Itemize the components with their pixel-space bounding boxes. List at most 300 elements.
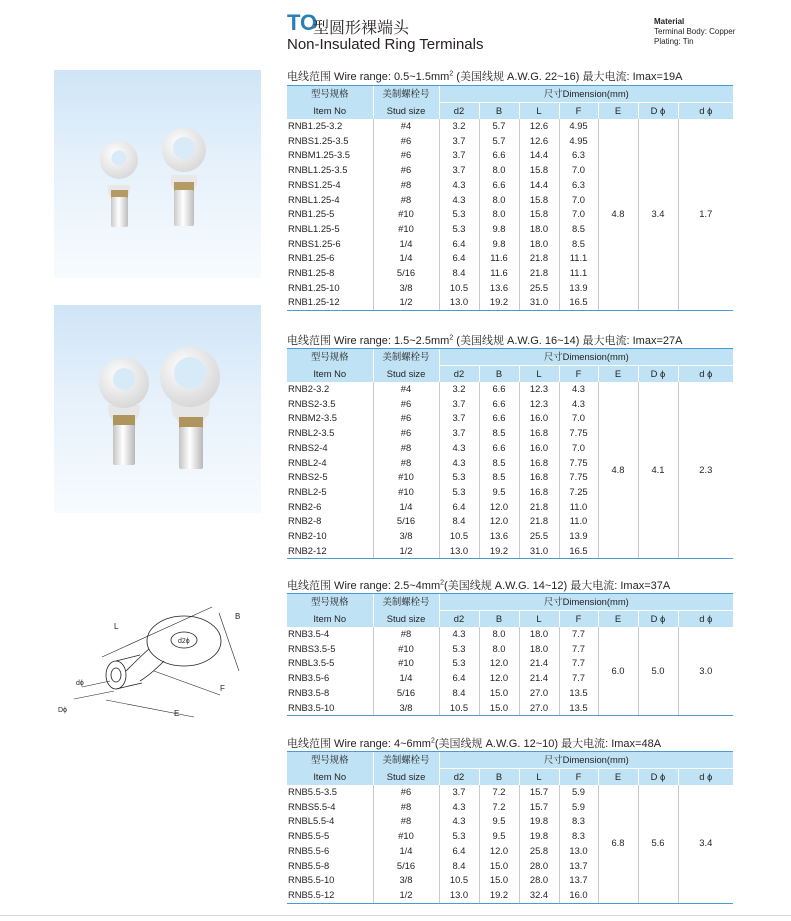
- cell-stud-size: #6: [373, 785, 439, 800]
- col-header-dphi: D ϕ: [638, 769, 678, 786]
- cell-dim-l: 14.4: [519, 148, 559, 163]
- cell-stud-size: #10: [373, 829, 439, 844]
- cell-dim-b: 6.6: [479, 382, 519, 397]
- cell-dim-b: 8.0: [479, 193, 519, 208]
- cell-stud-size: #4: [373, 119, 439, 134]
- cell-dim-b: 19.2: [479, 295, 519, 310]
- cell-dim-b: 11.6: [479, 251, 519, 266]
- cell-dim-f: 7.0: [559, 207, 598, 222]
- cell-stud-size: #8: [373, 178, 439, 193]
- cell-dim-l: 21.8: [519, 514, 559, 529]
- cell-item-no: RNB5.5-3.5: [288, 786, 337, 797]
- cell-dim-d2: 13.0: [439, 888, 479, 903]
- cell-item-no: RNB1.25-6: [288, 252, 335, 264]
- cell-dim-b: 12.0: [479, 671, 519, 686]
- cell-dim-d2: 3.2: [439, 382, 479, 397]
- cell-item-no: RNBL1.25-3.5: [288, 164, 348, 176]
- col-header-b: B: [479, 103, 519, 120]
- cell-stud-size: 1/4: [373, 237, 439, 252]
- col-header-e: E: [598, 611, 638, 628]
- cell-dim-d2: 4.3: [439, 441, 479, 456]
- terminal-photo-small: [54, 70, 261, 278]
- cell-dim-l: 16.8: [519, 470, 559, 485]
- cell-stud-size: 3/8: [373, 281, 439, 296]
- cell-dim-l: 12.6: [519, 134, 559, 149]
- cell-stud-size: 1/2: [373, 295, 439, 310]
- cell-dim-b: 8.0: [479, 207, 519, 222]
- cell-dim-b: 12.0: [479, 500, 519, 515]
- drawing-label-E: E: [174, 709, 180, 718]
- cell-dim-f: 13.0: [559, 844, 598, 859]
- cell-dim-l: 16.8: [519, 485, 559, 500]
- cell-item-no: RNB1.25-8: [288, 267, 335, 279]
- drawing-label-d2: d2ϕ: [178, 638, 190, 645]
- cell-dim-d2: 5.3: [439, 470, 479, 485]
- col-header-model-en: Item No: [287, 769, 373, 786]
- cell-dim-f: 4.3: [559, 397, 598, 412]
- cell-dim-f: 7.75: [559, 426, 598, 441]
- cell-stud-size: 3/8: [373, 873, 439, 888]
- cell-dim-e: 6.0: [598, 627, 638, 716]
- col-header-model-cn: 型号规格: [287, 86, 373, 103]
- cell-stud-size: 1/4: [373, 251, 439, 266]
- cell-dim-f: 13.5: [559, 686, 598, 701]
- cell-dim-l: 14.4: [519, 178, 559, 193]
- cell-stud-size: 5/16: [373, 859, 439, 874]
- cell-dim-b: 12.0: [479, 514, 519, 529]
- cell-dim-d2: 4.3: [439, 800, 479, 815]
- cell-dim-b: 8.0: [479, 642, 519, 657]
- cell-dim-dphi: 5.6: [638, 785, 678, 903]
- cell-dim-b: 6.6: [479, 397, 519, 412]
- cell-dim-d2: 13.0: [439, 295, 479, 310]
- cell-dim-l: 25.5: [519, 281, 559, 296]
- cell-stud-size: #10: [373, 485, 439, 500]
- material-heading: Material: [654, 17, 685, 26]
- cell-dim-l: 21.4: [519, 671, 559, 686]
- cell-dim-f: 7.7: [559, 671, 598, 686]
- cell-dim-f: 7.7: [559, 656, 598, 671]
- cell-item-no: RNBS1.25-4: [288, 178, 341, 190]
- cell-dim-b: 6.6: [479, 178, 519, 193]
- cell-dim-f: 11.0: [559, 500, 598, 515]
- cell-dim-d2: 3.7: [439, 785, 479, 800]
- cell-dim-f: 7.0: [559, 163, 598, 178]
- cell-dim-d2: 4.3: [439, 627, 479, 642]
- ring-terminal-pair-icon: [54, 305, 261, 513]
- cell-dim-d2: 5.3: [439, 829, 479, 844]
- cell-item-no: RNBL3.5-5: [288, 657, 335, 669]
- cell-dim-b: 12.0: [479, 844, 519, 859]
- cell-dim-f: 4.95: [559, 119, 598, 134]
- col-header-l: L: [519, 366, 559, 383]
- cell-dim-f: 5.9: [559, 785, 598, 800]
- cell-item-no: RNBS2-5: [288, 471, 328, 483]
- cell-stud-size: #10: [373, 207, 439, 222]
- col-header-d2: d2: [439, 103, 479, 120]
- cell-dim-l: 31.0: [519, 544, 559, 559]
- cell-dim-f: 7.7: [559, 642, 598, 657]
- cell-dim-f: 8.5: [559, 222, 598, 237]
- cell-item-no: RNB3.5-8: [288, 686, 330, 698]
- cell-item-no: RNBS5.5-4: [288, 800, 336, 812]
- cell-item-no: RNBL1.25-4: [288, 193, 340, 205]
- product-code: TO: [287, 10, 318, 35]
- cell-dim-d2: 8.4: [439, 859, 479, 874]
- col-header-dimension: 尺寸Dimension(mm): [439, 594, 733, 611]
- cell-item-no: RNBM1.25-3.5: [288, 149, 351, 161]
- cell-dim-f: 11.0: [559, 514, 598, 529]
- cell-stud-size: 1/2: [373, 544, 439, 559]
- cell-stud-size: 5/16: [373, 514, 439, 529]
- cell-item-no: RNBM2-3.5: [288, 412, 337, 424]
- ring-terminal-drawing-icon: [54, 585, 261, 735]
- col-header-stud-en: Stud size: [373, 611, 439, 628]
- drawing-label-L: L: [114, 622, 119, 631]
- terminal-photo-large: [54, 305, 261, 513]
- cell-dim-b: 12.0: [479, 656, 519, 671]
- cell-item-no: RNBS1.25-3.5: [288, 134, 349, 146]
- drawing-label-F: F: [220, 684, 225, 693]
- cell-item-no: RNB1.25-5: [288, 208, 335, 220]
- col-header-model-cn: 型号规格: [287, 752, 373, 769]
- col-header-model-en: Item No: [287, 103, 373, 120]
- cell-dim-d2: 3.2: [439, 119, 479, 134]
- cell-dim-f: 7.75: [559, 456, 598, 471]
- cell-dim-f: 7.75: [559, 470, 598, 485]
- cell-dim-d2: 8.4: [439, 266, 479, 281]
- drawing-label-B: B: [235, 612, 241, 621]
- cell-dim-l: 15.7: [519, 800, 559, 815]
- table-subheader-row: [287, 366, 733, 383]
- wire-range-title-4: 电线范围 Wire range: $4\sim 6mm^2$(美国线规 A.W.G. 12~10) 最大电流: Imax=48A: [287, 737, 662, 750]
- cell-item-no: RNB1.25-10: [288, 281, 340, 293]
- cell-dim-d2: 13.0: [439, 544, 479, 559]
- cell-dim-b: 15.0: [479, 873, 519, 888]
- cell-dim-f: 4.3: [559, 382, 598, 397]
- cell-dim-d2: 4.3: [439, 814, 479, 829]
- cell-dim-d2: 5.3: [439, 222, 479, 237]
- spec-table-4: [287, 751, 733, 904]
- product-title-cn: 型圆形裸端头: [313, 20, 410, 37]
- cell-dim-l: 21.8: [519, 251, 559, 266]
- col-header-dphi: d ϕ: [678, 611, 733, 628]
- cell-stud-size: 5/16: [373, 266, 439, 281]
- cell-stud-size: 3/8: [373, 701, 439, 716]
- cell-dim-dphi: 2.3: [678, 382, 733, 559]
- col-header-stud-cn: 美制螺栓号: [373, 349, 439, 366]
- table-row: [287, 119, 733, 134]
- cell-dim-b: 6.6: [479, 411, 519, 426]
- ring-terminal-pair-icon: [54, 70, 261, 278]
- spec-table-1: [287, 85, 733, 311]
- cell-dim-l: 16.8: [519, 426, 559, 441]
- col-header-stud-en: Stud size: [373, 103, 439, 120]
- col-header-f: F: [559, 769, 598, 786]
- cell-dim-b: 15.0: [479, 686, 519, 701]
- cell-dim-l: 21.8: [519, 266, 559, 281]
- cell-item-no: RNB3.5-10: [287, 701, 373, 716]
- cell-dim-d2: 5.3: [439, 656, 479, 671]
- cell-dim-l: 15.7: [519, 785, 559, 800]
- cell-dim-l: 16.0: [519, 441, 559, 456]
- table-subheader-row: [287, 611, 733, 628]
- cell-dim-b: 8.0: [479, 163, 519, 178]
- cell-dim-l: 27.0: [519, 686, 559, 701]
- cell-stud-size: #10: [373, 656, 439, 671]
- cell-dim-l: 31.0: [519, 295, 559, 310]
- cell-dim-b: 6.6: [479, 441, 519, 456]
- col-header-stud-en: Stud size: [373, 366, 439, 383]
- col-header-dimension: 尺寸Dimension(mm): [439, 349, 733, 366]
- cell-stud-size: #8: [373, 193, 439, 208]
- cell-dim-e: 6.8: [598, 785, 638, 903]
- cell-dim-l: 25.5: [519, 529, 559, 544]
- table-subheader-row: [287, 769, 733, 786]
- cell-dim-f: 16.5: [559, 544, 598, 559]
- cell-dim-b: 9.5: [479, 485, 519, 500]
- cell-dim-b: 8.5: [479, 470, 519, 485]
- cell-dim-b: 13.6: [479, 529, 519, 544]
- col-header-dimension: 尺寸Dimension(mm): [439, 86, 733, 103]
- spec-table-2: [287, 348, 733, 559]
- cell-dim-d2: 8.4: [439, 686, 479, 701]
- cell-dim-f: 6.3: [559, 148, 598, 163]
- cell-stud-size: #6: [373, 163, 439, 178]
- cell-dim-l: 18.0: [519, 642, 559, 657]
- cell-dim-l: 27.0: [519, 701, 559, 716]
- col-header-e: E: [598, 366, 638, 383]
- cell-dim-f: 8.5: [559, 237, 598, 252]
- cell-stud-size: #10: [373, 470, 439, 485]
- table-header-row: [287, 594, 733, 611]
- cell-item-no: RNB5.5-6: [288, 844, 330, 856]
- cell-item-no: RNBL5.5-4: [288, 815, 335, 827]
- col-header-dphi: D ϕ: [638, 103, 678, 120]
- table-header-row: [287, 86, 733, 103]
- cell-dim-l: 15.8: [519, 207, 559, 222]
- cell-dim-l: 25.8: [519, 844, 559, 859]
- cell-dim-l: 18.0: [519, 222, 559, 237]
- cell-dim-l: 12.3: [519, 382, 559, 397]
- cell-dim-f: 13.7: [559, 859, 598, 874]
- col-header-model-en: Item No: [287, 366, 373, 383]
- cell-dim-b: 13.6: [479, 281, 519, 296]
- cell-dim-d2: 4.3: [439, 456, 479, 471]
- cell-stud-size: #4: [373, 382, 439, 397]
- cell-dim-d2: 3.7: [439, 397, 479, 412]
- cell-item-no: RNBL2-4: [288, 456, 327, 468]
- col-header-dphi: d ϕ: [678, 366, 733, 383]
- cell-dim-l: 16.0: [519, 411, 559, 426]
- cell-item-no: RNB5.5-5: [288, 830, 330, 842]
- cell-item-no: RNB5.5-10: [288, 874, 335, 886]
- table-row: [287, 785, 733, 800]
- cell-dim-f: 7.0: [559, 441, 598, 456]
- cell-item-no: RNB5.5-12: [287, 888, 373, 903]
- cell-item-no: RNBS1.25-6: [288, 237, 341, 249]
- cell-stud-size: #8: [373, 800, 439, 815]
- material-plating: Plating: Tin: [654, 37, 694, 46]
- col-header-dphi: D ϕ: [638, 366, 678, 383]
- cell-dim-l: 28.0: [519, 873, 559, 888]
- cell-dim-l: 18.0: [519, 627, 559, 642]
- cell-stud-size: #10: [373, 642, 439, 657]
- cell-dim-d2: 10.5: [439, 701, 479, 716]
- cell-dim-f: 8.3: [559, 814, 598, 829]
- cell-dim-l: 15.8: [519, 193, 559, 208]
- cell-item-no: RNB1.25-3.2: [288, 120, 343, 131]
- cell-dim-b: 19.2: [479, 544, 519, 559]
- cell-dim-l: 32.4: [519, 888, 559, 903]
- cell-dim-d2: 3.7: [439, 134, 479, 149]
- cell-dim-d2: 8.4: [439, 514, 479, 529]
- cell-dim-d2: 6.4: [439, 251, 479, 266]
- cell-dim-d2: 4.3: [439, 178, 479, 193]
- table-subheader-row: [287, 103, 733, 120]
- cell-item-no: RNB5.5-8: [288, 859, 330, 871]
- cell-dim-f: 4.95: [559, 134, 598, 149]
- cell-stud-size: #8: [373, 627, 439, 642]
- cell-dim-b: 7.2: [479, 800, 519, 815]
- cell-dim-dphi: 3.4: [678, 785, 733, 903]
- cell-dim-b: 9.8: [479, 222, 519, 237]
- cell-dim-d2: 5.3: [439, 207, 479, 222]
- cell-item-no: RNB2-3.2: [288, 383, 330, 394]
- cell-dim-d2: 6.4: [439, 671, 479, 686]
- cell-dim-l: 21.4: [519, 656, 559, 671]
- cell-stud-size: #10: [373, 222, 439, 237]
- col-header-dphi: D ϕ: [638, 611, 678, 628]
- col-header-b: B: [479, 611, 519, 628]
- cell-dim-b: 15.0: [479, 701, 519, 716]
- cell-dim-f: 13.5: [559, 701, 598, 716]
- cell-dim-l: 21.8: [519, 500, 559, 515]
- table-row: [287, 382, 733, 397]
- cell-stud-size: #8: [373, 814, 439, 829]
- cell-dim-f: 8.3: [559, 829, 598, 844]
- cell-stud-size: 1/4: [373, 500, 439, 515]
- cell-dim-b: 15.0: [479, 859, 519, 874]
- cell-stud-size: 5/16: [373, 686, 439, 701]
- cell-dim-d2: 6.4: [439, 237, 479, 252]
- cell-stud-size: 1/4: [373, 671, 439, 686]
- cell-item-no: RNBS2-4: [288, 441, 328, 453]
- col-header-dphi: d ϕ: [678, 103, 733, 120]
- cell-item-no: RNBL2-5: [288, 485, 327, 497]
- cell-dim-b: 8.5: [479, 456, 519, 471]
- cell-item-no: RNB1.25-12: [287, 295, 373, 310]
- cell-dim-d2: 10.5: [439, 281, 479, 296]
- cell-dim-dphi: 3.4: [638, 119, 678, 311]
- cell-dim-f: 7.25: [559, 485, 598, 500]
- cell-dim-l: 12.3: [519, 397, 559, 412]
- wire-range-title-1: 电线范围 Wire range: $0.5\sim 1.5mm^2$ (美国线规 A.W.G. 22~16) 最大电流: Imax=19A: [287, 70, 683, 83]
- cell-dim-d2: 10.5: [439, 873, 479, 888]
- cell-dim-b: 8.5: [479, 426, 519, 441]
- dimension-drawing: [54, 585, 261, 735]
- cell-dim-dphi: 1.7: [678, 119, 733, 311]
- page-footer-rule: [0, 915, 791, 916]
- cell-stud-size: 3/8: [373, 529, 439, 544]
- cell-dim-f: 6.3: [559, 178, 598, 193]
- col-header-e: E: [598, 769, 638, 786]
- cell-item-no: RNB2-10: [288, 530, 327, 542]
- col-header-l: L: [519, 769, 559, 786]
- cell-dim-dphi: 5.0: [638, 627, 678, 716]
- drawing-label-dphi: dϕ: [76, 680, 84, 687]
- cell-dim-b: 6.6: [479, 148, 519, 163]
- cell-dim-d2: 3.7: [439, 426, 479, 441]
- cell-dim-d2: 3.7: [439, 411, 479, 426]
- col-header-model-cn: 型号规格: [287, 349, 373, 366]
- cell-dim-d2: 4.3: [439, 193, 479, 208]
- cell-stud-size: #6: [373, 397, 439, 412]
- col-header-f: F: [559, 103, 598, 120]
- cell-dim-b: 5.7: [479, 119, 519, 134]
- cell-dim-f: 11.1: [559, 266, 598, 281]
- cell-dim-b: 7.2: [479, 785, 519, 800]
- cell-stud-size: 1/2: [373, 888, 439, 903]
- cell-dim-b: 9.5: [479, 814, 519, 829]
- col-header-l: L: [519, 103, 559, 120]
- col-header-b: B: [479, 366, 519, 383]
- cell-dim-b: 8.0: [479, 627, 519, 642]
- drawing-label-Dphi: Dϕ: [58, 707, 67, 714]
- cell-dim-b: 5.7: [479, 134, 519, 149]
- cell-dim-d2: 3.7: [439, 163, 479, 178]
- col-header-d2: d2: [439, 366, 479, 383]
- col-header-stud-cn: 美制螺栓号: [373, 594, 439, 611]
- col-header-dphi: d ϕ: [678, 769, 733, 786]
- cell-dim-e: 4.8: [598, 119, 638, 311]
- col-header-stud-cn: 美制螺栓号: [373, 86, 439, 103]
- cell-dim-f: 13.7: [559, 873, 598, 888]
- material-info: [654, 17, 735, 47]
- cell-dim-f: 7.0: [559, 193, 598, 208]
- cell-item-no: RNB2-6: [288, 500, 322, 512]
- cell-dim-f: 7.0: [559, 411, 598, 426]
- product-title-en: Non-Insulated Ring Terminals: [287, 36, 484, 53]
- cell-dim-l: 18.0: [519, 237, 559, 252]
- col-header-stud-cn: 美制螺栓号: [373, 752, 439, 769]
- col-header-f: F: [559, 611, 598, 628]
- cell-stud-size: #6: [373, 148, 439, 163]
- col-header-stud-en: Stud size: [373, 769, 439, 786]
- table-header-row: [287, 349, 733, 366]
- cell-item-no: RNBS3.5-5: [288, 642, 336, 654]
- material-body: Terminal Body: Copper: [654, 27, 736, 36]
- cell-dim-d2: 5.3: [439, 642, 479, 657]
- col-header-model-cn: 型号规格: [287, 594, 373, 611]
- cell-stud-size: 1/4: [373, 844, 439, 859]
- cell-stud-size: #6: [373, 134, 439, 149]
- cell-dim-d2: 3.7: [439, 148, 479, 163]
- cell-dim-l: 28.0: [519, 859, 559, 874]
- cell-item-no: RNB2-8: [288, 515, 322, 527]
- cell-dim-l: 15.8: [519, 163, 559, 178]
- cell-dim-l: 19.8: [519, 829, 559, 844]
- cell-dim-e: 4.8: [598, 382, 638, 559]
- wire-range-title-3: 电线范围 Wire range: $2.5\sim 4mm^2$(美国线规 A.W.G. 14~12) 最大电流: Imax=37A: [287, 579, 671, 592]
- col-header-b: B: [479, 769, 519, 786]
- cell-dim-d2: 10.5: [439, 529, 479, 544]
- wire-range-title-2: 电线范围 Wire range: $1.5\sim 2.5mm^2$ (美国线规 A.W.G. 16~14) 最大电流: Imax=27A: [287, 334, 683, 347]
- cell-item-no: RNBL1.25-5: [288, 222, 340, 234]
- cell-dim-d2: 6.4: [439, 500, 479, 515]
- cell-item-no: RNB3.5-4: [288, 628, 330, 639]
- cell-item-no: RNB3.5-6: [288, 672, 330, 684]
